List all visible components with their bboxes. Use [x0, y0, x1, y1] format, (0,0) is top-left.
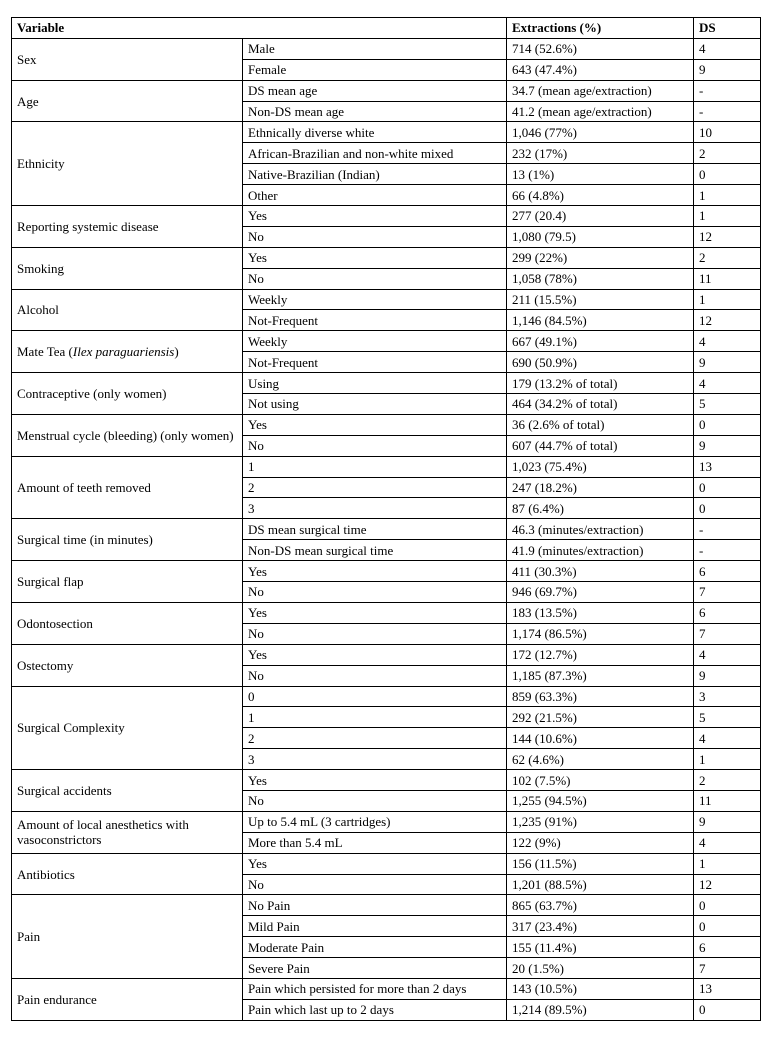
variable-label: Menstrual cycle (bleeding) (only women) [17, 427, 234, 443]
variable-cell [12, 122, 243, 206]
table-row [12, 811, 761, 832]
category-cell: Ethnically diverse white [243, 122, 507, 143]
category-cell: Other [243, 185, 507, 206]
ds-cell: 5 [694, 707, 761, 728]
ds-cell: 0 [694, 164, 761, 185]
table-row [12, 373, 761, 394]
variable-label: Surgical time (in minutes) [17, 532, 153, 548]
ds-cell: 10 [694, 122, 761, 143]
ds-cell: 4 [694, 331, 761, 352]
extractions-cell: 122 (9%) [507, 832, 694, 853]
category-cell: Weekly [243, 331, 507, 352]
variable-label: Antibiotics [17, 866, 75, 882]
table-row [12, 853, 761, 874]
category-cell: Yes [243, 602, 507, 623]
category-cell: Using [243, 373, 507, 394]
ds-cell: 2 [694, 247, 761, 268]
variable-label: Amount of local anesthetics with vasoconstrictors [17, 817, 189, 848]
variable-cell [12, 644, 243, 686]
variable-label: Pain [17, 929, 41, 945]
extractions-cell: 155 (11.4%) [507, 937, 694, 958]
variable-cell [12, 80, 243, 122]
data-table [11, 17, 761, 1021]
ds-cell: 7 [694, 958, 761, 979]
table-row [12, 80, 761, 101]
ds-cell: 12 [694, 226, 761, 247]
variable-label: Smoking [17, 260, 64, 276]
category-cell: DS mean surgical time [243, 519, 507, 540]
variable-label: Ethnicity [17, 156, 65, 172]
ds-cell: 9 [694, 665, 761, 686]
extractions-cell: 1,146 (84.5%) [507, 310, 694, 331]
category-cell: Severe Pain [243, 958, 507, 979]
category-cell: Moderate Pain [243, 937, 507, 958]
ds-cell: 4 [694, 832, 761, 853]
category-cell: Mild Pain [243, 916, 507, 937]
extractions-cell: 1,174 (86.5%) [507, 623, 694, 644]
extractions-cell: 411 (30.3%) [507, 561, 694, 582]
variable-cell [12, 519, 243, 561]
category-cell: African-Brazilian and non-white mixed [243, 143, 507, 164]
extractions-cell: 865 (63.7%) [507, 895, 694, 916]
extractions-cell: 1,255 (94.5%) [507, 790, 694, 811]
extractions-cell: 41.9 (minutes/extraction) [507, 540, 694, 561]
variable-label: Surgical accidents [17, 782, 112, 798]
ds-cell: 7 [694, 582, 761, 603]
category-cell: No [243, 582, 507, 603]
header-ds: DS [694, 18, 761, 39]
category-cell: No Pain [243, 895, 507, 916]
extractions-cell: 1,046 (77%) [507, 122, 694, 143]
extractions-cell: 690 (50.9%) [507, 352, 694, 373]
table-row [12, 561, 761, 582]
extractions-cell: 247 (18.2%) [507, 477, 694, 498]
header-variable: Variable [12, 18, 507, 39]
category-cell: Yes [243, 853, 507, 874]
category-cell: No [243, 665, 507, 686]
ds-cell: 3 [694, 686, 761, 707]
ds-cell: 4 [694, 38, 761, 59]
extractions-cell: 102 (7.5%) [507, 770, 694, 791]
extractions-cell: 20 (1.5%) [507, 958, 694, 979]
ds-cell: 0 [694, 477, 761, 498]
table-row [12, 247, 761, 268]
category-cell: No [243, 623, 507, 644]
category-cell: Yes [243, 206, 507, 227]
extractions-cell: 292 (21.5%) [507, 707, 694, 728]
ds-cell: 2 [694, 770, 761, 791]
variable-label: Surgical flap [17, 574, 84, 590]
variable-label: Contraceptive (only women) [17, 386, 167, 402]
variable-label: Alcohol [17, 302, 59, 318]
variable-cell [12, 602, 243, 644]
category-cell: Yes [243, 247, 507, 268]
extractions-cell: 143 (10.5%) [507, 978, 694, 999]
category-cell: No [243, 874, 507, 895]
extractions-cell: 183 (13.5%) [507, 602, 694, 623]
table-row [12, 644, 761, 665]
extractions-cell: 1,214 (89.5%) [507, 999, 694, 1020]
variable-label: Mate Tea ( [17, 344, 73, 360]
extractions-cell: 1,080 (79.5) [507, 226, 694, 247]
category-cell: DS mean age [243, 80, 507, 101]
category-cell: 3 [243, 749, 507, 770]
variable-label: Pain endurance [17, 991, 97, 1007]
category-cell: No [243, 268, 507, 289]
category-cell: Pain which last up to 2 days [243, 999, 507, 1020]
category-cell: 2 [243, 477, 507, 498]
extractions-cell: 607 (44.7% of total) [507, 435, 694, 456]
extractions-cell: 62 (4.6%) [507, 749, 694, 770]
table-row [12, 770, 761, 791]
ds-cell: 0 [694, 916, 761, 937]
ds-cell: 1 [694, 185, 761, 206]
extractions-cell: 1,201 (88.5%) [507, 874, 694, 895]
table-row [12, 289, 761, 310]
variable-label: Amount of teeth removed [17, 480, 151, 496]
ds-cell: 12 [694, 874, 761, 895]
variable-cell [12, 895, 243, 979]
category-cell: No [243, 435, 507, 456]
extractions-cell: 714 (52.6%) [507, 38, 694, 59]
extractions-cell: 277 (20.4) [507, 206, 694, 227]
table-row [12, 414, 761, 435]
table-row [12, 978, 761, 999]
category-cell: More than 5.4 mL [243, 832, 507, 853]
variable-label-italic: Ilex paraguariensis [72, 344, 175, 360]
category-cell: 1 [243, 707, 507, 728]
variable-cell [12, 247, 243, 289]
ds-cell: 9 [694, 59, 761, 80]
variable-cell [12, 978, 243, 1020]
ds-cell: 9 [694, 811, 761, 832]
variable-cell [12, 331, 243, 373]
variable-cell [12, 811, 243, 853]
header-extractions: Extractions (%) [507, 18, 694, 39]
ds-cell: 9 [694, 435, 761, 456]
extractions-cell: 66 (4.8%) [507, 185, 694, 206]
extractions-cell: 1,023 (75.4%) [507, 456, 694, 477]
extractions-cell: 144 (10.6%) [507, 728, 694, 749]
ds-cell: 13 [694, 978, 761, 999]
category-cell: Yes [243, 414, 507, 435]
extractions-cell: 946 (69.7%) [507, 582, 694, 603]
table-row [12, 895, 761, 916]
extractions-cell: 1,185 (87.3%) [507, 665, 694, 686]
category-cell: No [243, 790, 507, 811]
extractions-cell: 317 (23.4%) [507, 916, 694, 937]
variable-label: Reporting systemic disease [17, 218, 159, 234]
ds-cell: 5 [694, 394, 761, 415]
ds-cell: 7 [694, 623, 761, 644]
ds-cell: 11 [694, 790, 761, 811]
extractions-cell: 179 (13.2% of total) [507, 373, 694, 394]
extractions-cell: 211 (15.5%) [507, 289, 694, 310]
category-cell: No [243, 226, 507, 247]
extractions-cell: 36 (2.6% of total) [507, 414, 694, 435]
category-cell: Not-Frequent [243, 310, 507, 331]
category-cell: Non-DS mean age [243, 101, 507, 122]
extractions-cell: 299 (22%) [507, 247, 694, 268]
category-cell: Yes [243, 644, 507, 665]
variable-cell [12, 373, 243, 415]
extractions-cell: 232 (17%) [507, 143, 694, 164]
variable-label: Ostectomy [17, 657, 74, 673]
category-cell: Not-Frequent [243, 352, 507, 373]
extractions-cell: 643 (47.4%) [507, 59, 694, 80]
category-cell: Weekly [243, 289, 507, 310]
ds-cell: 6 [694, 561, 761, 582]
variable-label: Age [17, 93, 39, 109]
ds-cell: - [694, 80, 761, 101]
variable-label: Surgical Complexity [17, 720, 125, 736]
extractions-cell: 34.7 (mean age/extraction) [507, 80, 694, 101]
extractions-cell: 172 (12.7%) [507, 644, 694, 665]
variable-cell [12, 770, 243, 812]
ds-cell: 0 [694, 414, 761, 435]
ds-cell: 1 [694, 853, 761, 874]
ds-cell: - [694, 101, 761, 122]
variable-cell [12, 456, 243, 519]
ds-cell: 13 [694, 456, 761, 477]
ds-cell: 0 [694, 999, 761, 1020]
category-cell: Yes [243, 561, 507, 582]
header-row [12, 18, 761, 39]
variable-cell [12, 414, 243, 456]
table-body [12, 38, 761, 1020]
variable-cell [12, 38, 243, 80]
ds-cell: 6 [694, 602, 761, 623]
ds-cell: 4 [694, 644, 761, 665]
ds-cell: 1 [694, 749, 761, 770]
table-row [12, 519, 761, 540]
variable-cell [12, 561, 243, 603]
ds-cell: 12 [694, 310, 761, 331]
extractions-cell: 46.3 (minutes/extraction) [507, 519, 694, 540]
table-row [12, 686, 761, 707]
variable-label-suffix: ) [174, 344, 179, 360]
extractions-cell: 859 (63.3%) [507, 686, 694, 707]
variable-cell [12, 853, 243, 895]
extractions-cell: 87 (6.4%) [507, 498, 694, 519]
variable-cell [12, 686, 243, 770]
category-cell: Not using [243, 394, 507, 415]
ds-cell: 0 [694, 498, 761, 519]
ds-cell: 4 [694, 373, 761, 394]
category-cell: Pain which persisted for more than 2 days [243, 978, 507, 999]
table-row [12, 331, 761, 352]
category-cell: 1 [243, 456, 507, 477]
category-cell: Female [243, 59, 507, 80]
ds-cell: 1 [694, 289, 761, 310]
category-cell: 0 [243, 686, 507, 707]
ds-cell: 1 [694, 206, 761, 227]
ds-cell: - [694, 519, 761, 540]
extractions-cell: 13 (1%) [507, 164, 694, 185]
category-cell: 3 [243, 498, 507, 519]
category-cell: Male [243, 38, 507, 59]
category-cell: Non-DS mean surgical time [243, 540, 507, 561]
category-cell: Native-Brazilian (Indian) [243, 164, 507, 185]
category-cell: 2 [243, 728, 507, 749]
extractions-cell: 1,058 (78%) [507, 268, 694, 289]
extractions-cell: 464 (34.2% of total) [507, 394, 694, 415]
table-row [12, 38, 761, 59]
variable-cell [12, 206, 243, 248]
variable-cell [12, 289, 243, 331]
table-row [12, 456, 761, 477]
variable-label: Sex [17, 51, 37, 67]
ds-cell: 0 [694, 895, 761, 916]
category-cell: Up to 5.4 mL (3 cartridges) [243, 811, 507, 832]
ds-cell: 11 [694, 268, 761, 289]
ds-cell: 2 [694, 143, 761, 164]
ds-cell: 6 [694, 937, 761, 958]
extractions-cell: 1,235 (91%) [507, 811, 694, 832]
extractions-cell: 41.2 (mean age/extraction) [507, 101, 694, 122]
extractions-cell: 667 (49.1%) [507, 331, 694, 352]
category-cell: Yes [243, 770, 507, 791]
variable-label: Odontosection [17, 615, 93, 631]
table-row [12, 122, 761, 143]
extractions-cell: 156 (11.5%) [507, 853, 694, 874]
table-row [12, 602, 761, 623]
table-row [12, 206, 761, 227]
ds-cell: - [694, 540, 761, 561]
ds-cell: 9 [694, 352, 761, 373]
ds-cell: 4 [694, 728, 761, 749]
